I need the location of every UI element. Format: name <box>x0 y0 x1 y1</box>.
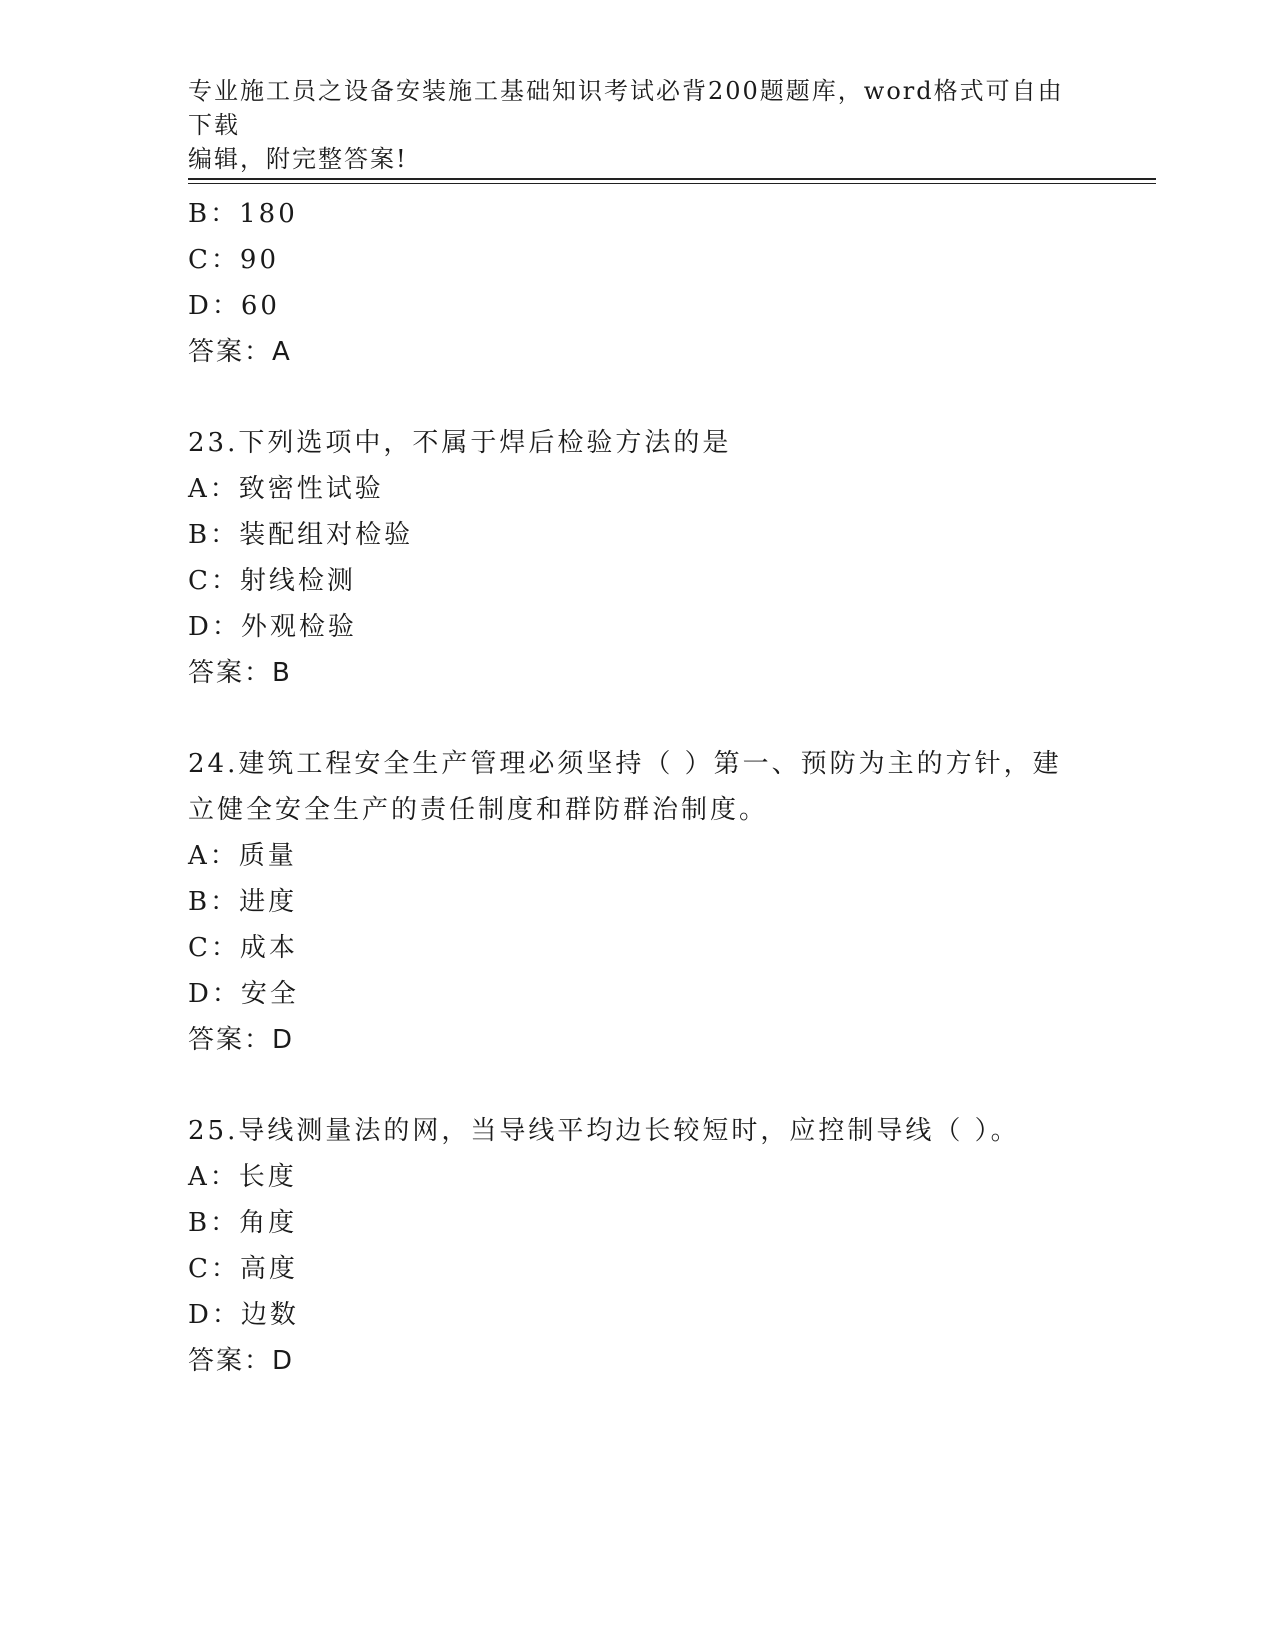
answer-line: 答案：B <box>188 658 292 688</box>
question-25 <box>188 1108 1088 1384</box>
option-b: B：角度 <box>188 1208 298 1238</box>
option-d: D：边数 <box>188 1300 299 1330</box>
option-a: A：长度 <box>188 1162 297 1192</box>
option-d: D：安全 <box>188 979 299 1009</box>
option-d: D：60 <box>188 291 280 321</box>
option-c: C：90 <box>188 245 279 275</box>
answer-line: 答案：D <box>188 1025 295 1055</box>
answer-line: 答案：A <box>188 337 292 367</box>
spacer <box>188 696 1088 741</box>
header-title-line-2: 编辑，附完整答案! <box>188 145 408 173</box>
header-title-line-1: 专业施工员之设备安装施工基础知识考试必背200题题库，word格式可自由下载 <box>188 77 1064 139</box>
option-b: B：装配组对检验 <box>188 520 414 550</box>
option-b: B：进度 <box>188 887 298 917</box>
option-c: C：成本 <box>188 933 298 963</box>
answer-line: 答案：D <box>188 1346 295 1376</box>
question-22-continued <box>188 191 1088 375</box>
option-b: B：180 <box>188 199 298 229</box>
option-d: D：外观检验 <box>188 612 357 642</box>
option-c: C：高度 <box>188 1254 298 1284</box>
option-a: A：致密性试验 <box>188 474 384 504</box>
question-stem: 23.下列选项中，不属于焊后检验方法的是 <box>188 428 732 458</box>
document-header <box>188 74 1068 176</box>
question-stem: 24.建筑工程安全生产管理必须坚持（ ）第一、预防为主的方针，建立健全安全生产的责任制度和群防群治制度。 <box>188 749 1062 825</box>
question-24 <box>188 741 1088 1063</box>
question-stem: 25.导线测量法的网，当导线平均边长较短时，应控制导线（ ）。 <box>188 1116 1020 1146</box>
question-list <box>188 191 1088 1384</box>
header-divider-thick <box>188 178 1156 180</box>
option-c: C：射线检测 <box>188 566 356 596</box>
question-23 <box>188 420 1088 696</box>
spacer <box>188 375 1088 420</box>
option-a: A：质量 <box>188 841 297 871</box>
spacer <box>188 1063 1088 1108</box>
header-divider-thin <box>188 183 1156 184</box>
